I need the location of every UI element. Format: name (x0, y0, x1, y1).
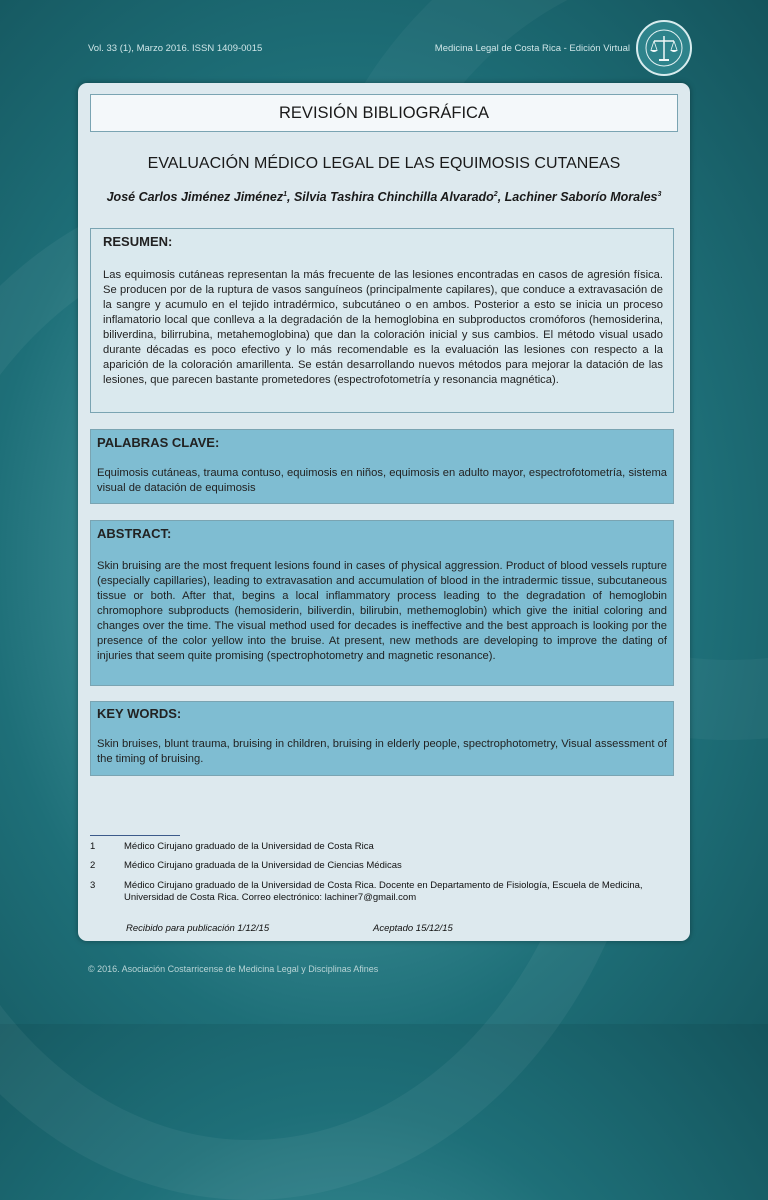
author-ref: 3 (657, 190, 662, 198)
resumen-box (90, 228, 674, 413)
keywords-heading: KEY WORDS: (97, 706, 182, 721)
copyright-footer: © 2016. Asociación Costarricense de Medicina Legal y Disciplinas Afines (88, 964, 379, 974)
footnote-text: Médico Cirujano graduada de la Universidad de Ciencias Médicas (124, 860, 402, 871)
footnote-number: 3 (90, 880, 96, 891)
footnote-number: 2 (90, 860, 96, 871)
authors: José Carlos Jiménez Jiménez$^1$, Silvia Tashira Chinchilla Alvarado$^2$, Lachiner Saborío Morales$^3$ (106, 190, 662, 204)
keywords-text: Skin bruises, blunt trauma, bruising in children, bruising in elderly people, spectrophotometry, Visual assessment of the timing of bruising. (97, 738, 667, 765)
footnote-number: 1 (90, 841, 96, 852)
footnote-text: Médico Cirujano graduado de la Universidad de Costa Rica. Docente en Departamento de Fisiología, Escuela de Medicina, Universidad de Costa Rica. Correo electrónico: lachiner7@gmail.com (124, 880, 643, 903)
article-page (78, 83, 690, 941)
abstract-heading: ABSTRACT: (97, 526, 172, 541)
footnote-rule (90, 835, 180, 836)
author-ref: 2 (493, 190, 498, 198)
abstract-box (90, 520, 674, 686)
abstract-text: Skin bruising are the most frequent lesions found in cases of physical aggression. Product of blood vessels rupture (especially capillaries), leading to extravasation and accumulation of blood in the intradermic tissue, subcutaneous tissue or both. After that, begins a local inflammatory process leading to the degradation of hemoglobin chromophore subproducts (hemosiderin, biliverdin, bilirubin, methemoglobin) which give the initial coloring and changes over the time. The visual method used for decades is ineffective and the best approach is looking por the presence of the color yellow into the bruise. At present, new methods are developing to improve the dating of injuries that seem quite promising (spectrophotometry and magnetic resonance). (97, 560, 667, 662)
accepted-date: Aceptado 15/12/15 (373, 923, 453, 934)
resumen-heading: RESUMEN: (103, 234, 173, 249)
palabras-clave-text: Equimosis cutáneas, trauma contuso, equimosis en niños, equimosis en adulto mayor, espectrofotometría, sistema visual de datación de equimosis (97, 467, 667, 494)
keywords-box (90, 701, 674, 776)
footnote (90, 841, 678, 853)
article-title: EVALUACIÓN MÉDICO LEGAL DE LAS EQUIMOSIS CUTANEAS (147, 155, 621, 172)
footnote-text: Médico Cirujano graduado de la Universidad de Costa Rica (124, 841, 374, 852)
author-name: José Carlos Jiménez Jiménez (106, 190, 284, 204)
section-label: REVISIÓN BIBLIOGRÁFICA (90, 94, 678, 132)
palabras-clave-box (90, 429, 674, 504)
footnote (90, 880, 678, 904)
scales-of-justice-icon (636, 20, 692, 76)
author-ref: 1 (283, 190, 287, 198)
author-name: Silvia Tashira Chinchilla Alvarado (293, 190, 494, 204)
palabras-clave-heading: PALABRAS CLAVE: (97, 435, 220, 450)
journal-volume: Vol. 33 (1), Marzo 2016. ISSN 1409-0015 (88, 43, 263, 54)
author-name: Lachiner Saborío Morales (504, 190, 658, 204)
received-date: Recibido para publicación 1/12/15 (126, 923, 270, 934)
footnote (90, 860, 678, 872)
resumen-text: Las equimosis cutáneas representan la más frecuente de las lesiones encontradas en casos de agresión física. Se producen por de la ruptura de vasos sanguíneos (principalmente capilares), que conduce a extravasación de la sangre y acumulo en el tejido intradérmico, subcutáneo o en ambos. Posterior a esto se inicia un proceso inflamatorio local que conlleva a la degradación de la hemoglobina en subproductos cromóforos (hemosiderina, biliverdina, bilirrubina, metahemoglobina) que dan la coloración inicial y sus cambios. El método visual usado durante décadas es poco efectivo y lo más recomendable es la evaluación las lesiones con respecto a la aparición de la coloración amarillenta. Se están desarrollando nuevos métodos para mejorar la datación de las lesiones, que parecen bastante prometedores (espectrofotometría y resonancia magnética). (103, 269, 663, 386)
journal-name: Medicina Legal de Costa Rica - Edición Virtual (434, 43, 630, 54)
